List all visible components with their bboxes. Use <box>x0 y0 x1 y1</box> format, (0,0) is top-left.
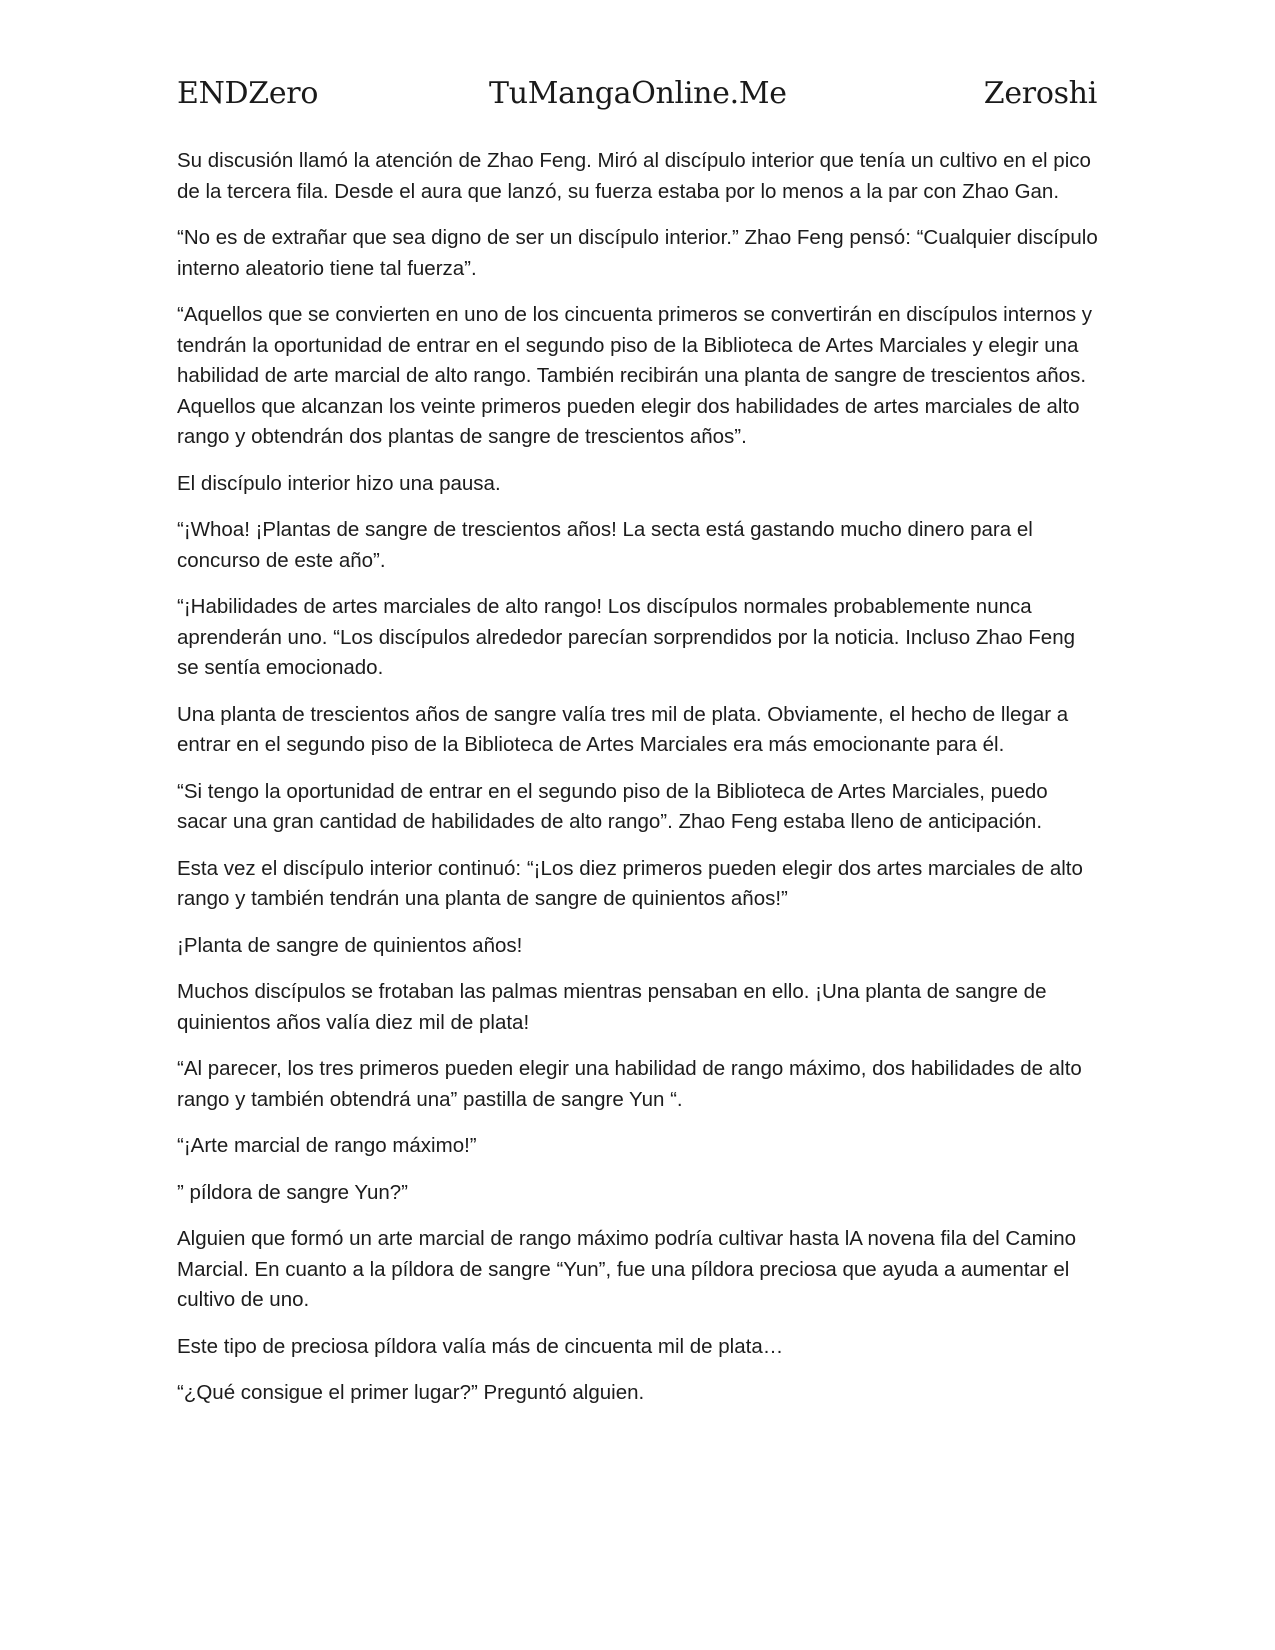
header-right-credit: Zeroshi <box>983 76 1097 111</box>
paragraph: “No es de extrañar que sea digno de ser un discípulo interior.” Zhao Feng pensó: “Cualquier discípulo interno aleatorio tiene tal fuerza”. <box>177 226 1098 280</box>
header-site-name: TuMangaOnline.Me <box>489 76 787 111</box>
paragraph: Alguien que formó un arte marcial de rango máximo podría cultivar hasta lA novena fila del Camino Marcial. En cuanto a la píldora de sangre “Yun”, fue una píldora preciosa que ayuda a aumentar el cultivo de uno. <box>177 1227 1077 1311</box>
document-body <box>177 146 1102 1425</box>
paragraph: “Al parecer, los tres primeros pueden elegir una habilidad de rango máximo, dos habilidades de alto rango y también obtendrá una” pastilla de sangre Yun “. <box>177 1057 1082 1111</box>
paragraph: Una planta de trescientos años de sangre valía tres mil de plata. Obviamente, el hecho de llegar a entrar en el segundo piso de la Biblioteca de Artes Marciales era más emocionante para él. <box>177 702 1069 756</box>
paragraph: El discípulo interior hizo una pausa. <box>177 471 501 495</box>
paragraph: “¡Habilidades de artes marciales de alto rango! Los discípulos normales probablemente nunca aprenderán uno. “Los discípulos alrededor parecían sorprendidos por la noticia. Incluso Zhao Feng se sentía emocionado. <box>177 595 1075 679</box>
paragraph: Muchos discípulos se frotaban las palmas mientras pensaban en ello. ¡Una planta de sangre de quinientos años valía diez mil de plata! <box>177 980 1047 1034</box>
paragraph: “¡Arte marcial de rango máximo!” <box>177 1134 477 1157</box>
paragraph: “¡Whoa! ¡Plantas de sangre de trescientos años! La secta está gastando mucho dinero para el concurso de este año”. <box>177 518 1033 572</box>
paragraph: “¿Qué consigue el primer lugar?” Preguntó alguien. <box>177 1381 645 1404</box>
paragraph: Este tipo de preciosa píldora valía más de cincuenta mil de plata… <box>177 1334 784 1358</box>
paragraph: ” píldora de sangre Yun?” <box>177 1180 408 1204</box>
paragraph: ¡Planta de sangre de quinientos años! <box>177 933 523 957</box>
paragraph: Su discusión llamó la atención de Zhao Feng. Miró al discípulo interior que tenía un cultivo en el pico de la tercera fila. Desde el aura que lanzó, su fuerza estaba por lo menos a la par con Zhao Gan. <box>177 149 1091 203</box>
paragraph: Esta vez el discípulo interior continuó: “¡Los diez primeros pueden elegir dos artes marciales de alto rango y también tendrán una planta de sangre de quinientos años!” <box>177 856 1083 910</box>
paragraph: “Aquellos que se convierten en uno de los cincuenta primeros se convertirán en discípulos internos y tendrán la oportunidad de entrar en el segundo piso de la Biblioteca de Artes Marciales y elegir una habilidad de arte marcial de alto rango. También recibirán una planta de sangre de trescientos años. Aquellos que alcanzan los veinte primeros pueden elegir dos habilidades de artes marciales de alto rango y obtendrán dos plantas de sangre de trescientos años”. <box>177 303 1093 448</box>
page-header <box>177 76 1097 120</box>
header-left-credit: ENDZero <box>177 76 319 111</box>
paragraph: “Si tengo la oportunidad de entrar en el segundo piso de la Biblioteca de Artes Marciales, puedo sacar una gran cantidad de habilidades de alto rango”. Zhao Feng estaba lleno de anticipación. <box>177 779 1048 833</box>
